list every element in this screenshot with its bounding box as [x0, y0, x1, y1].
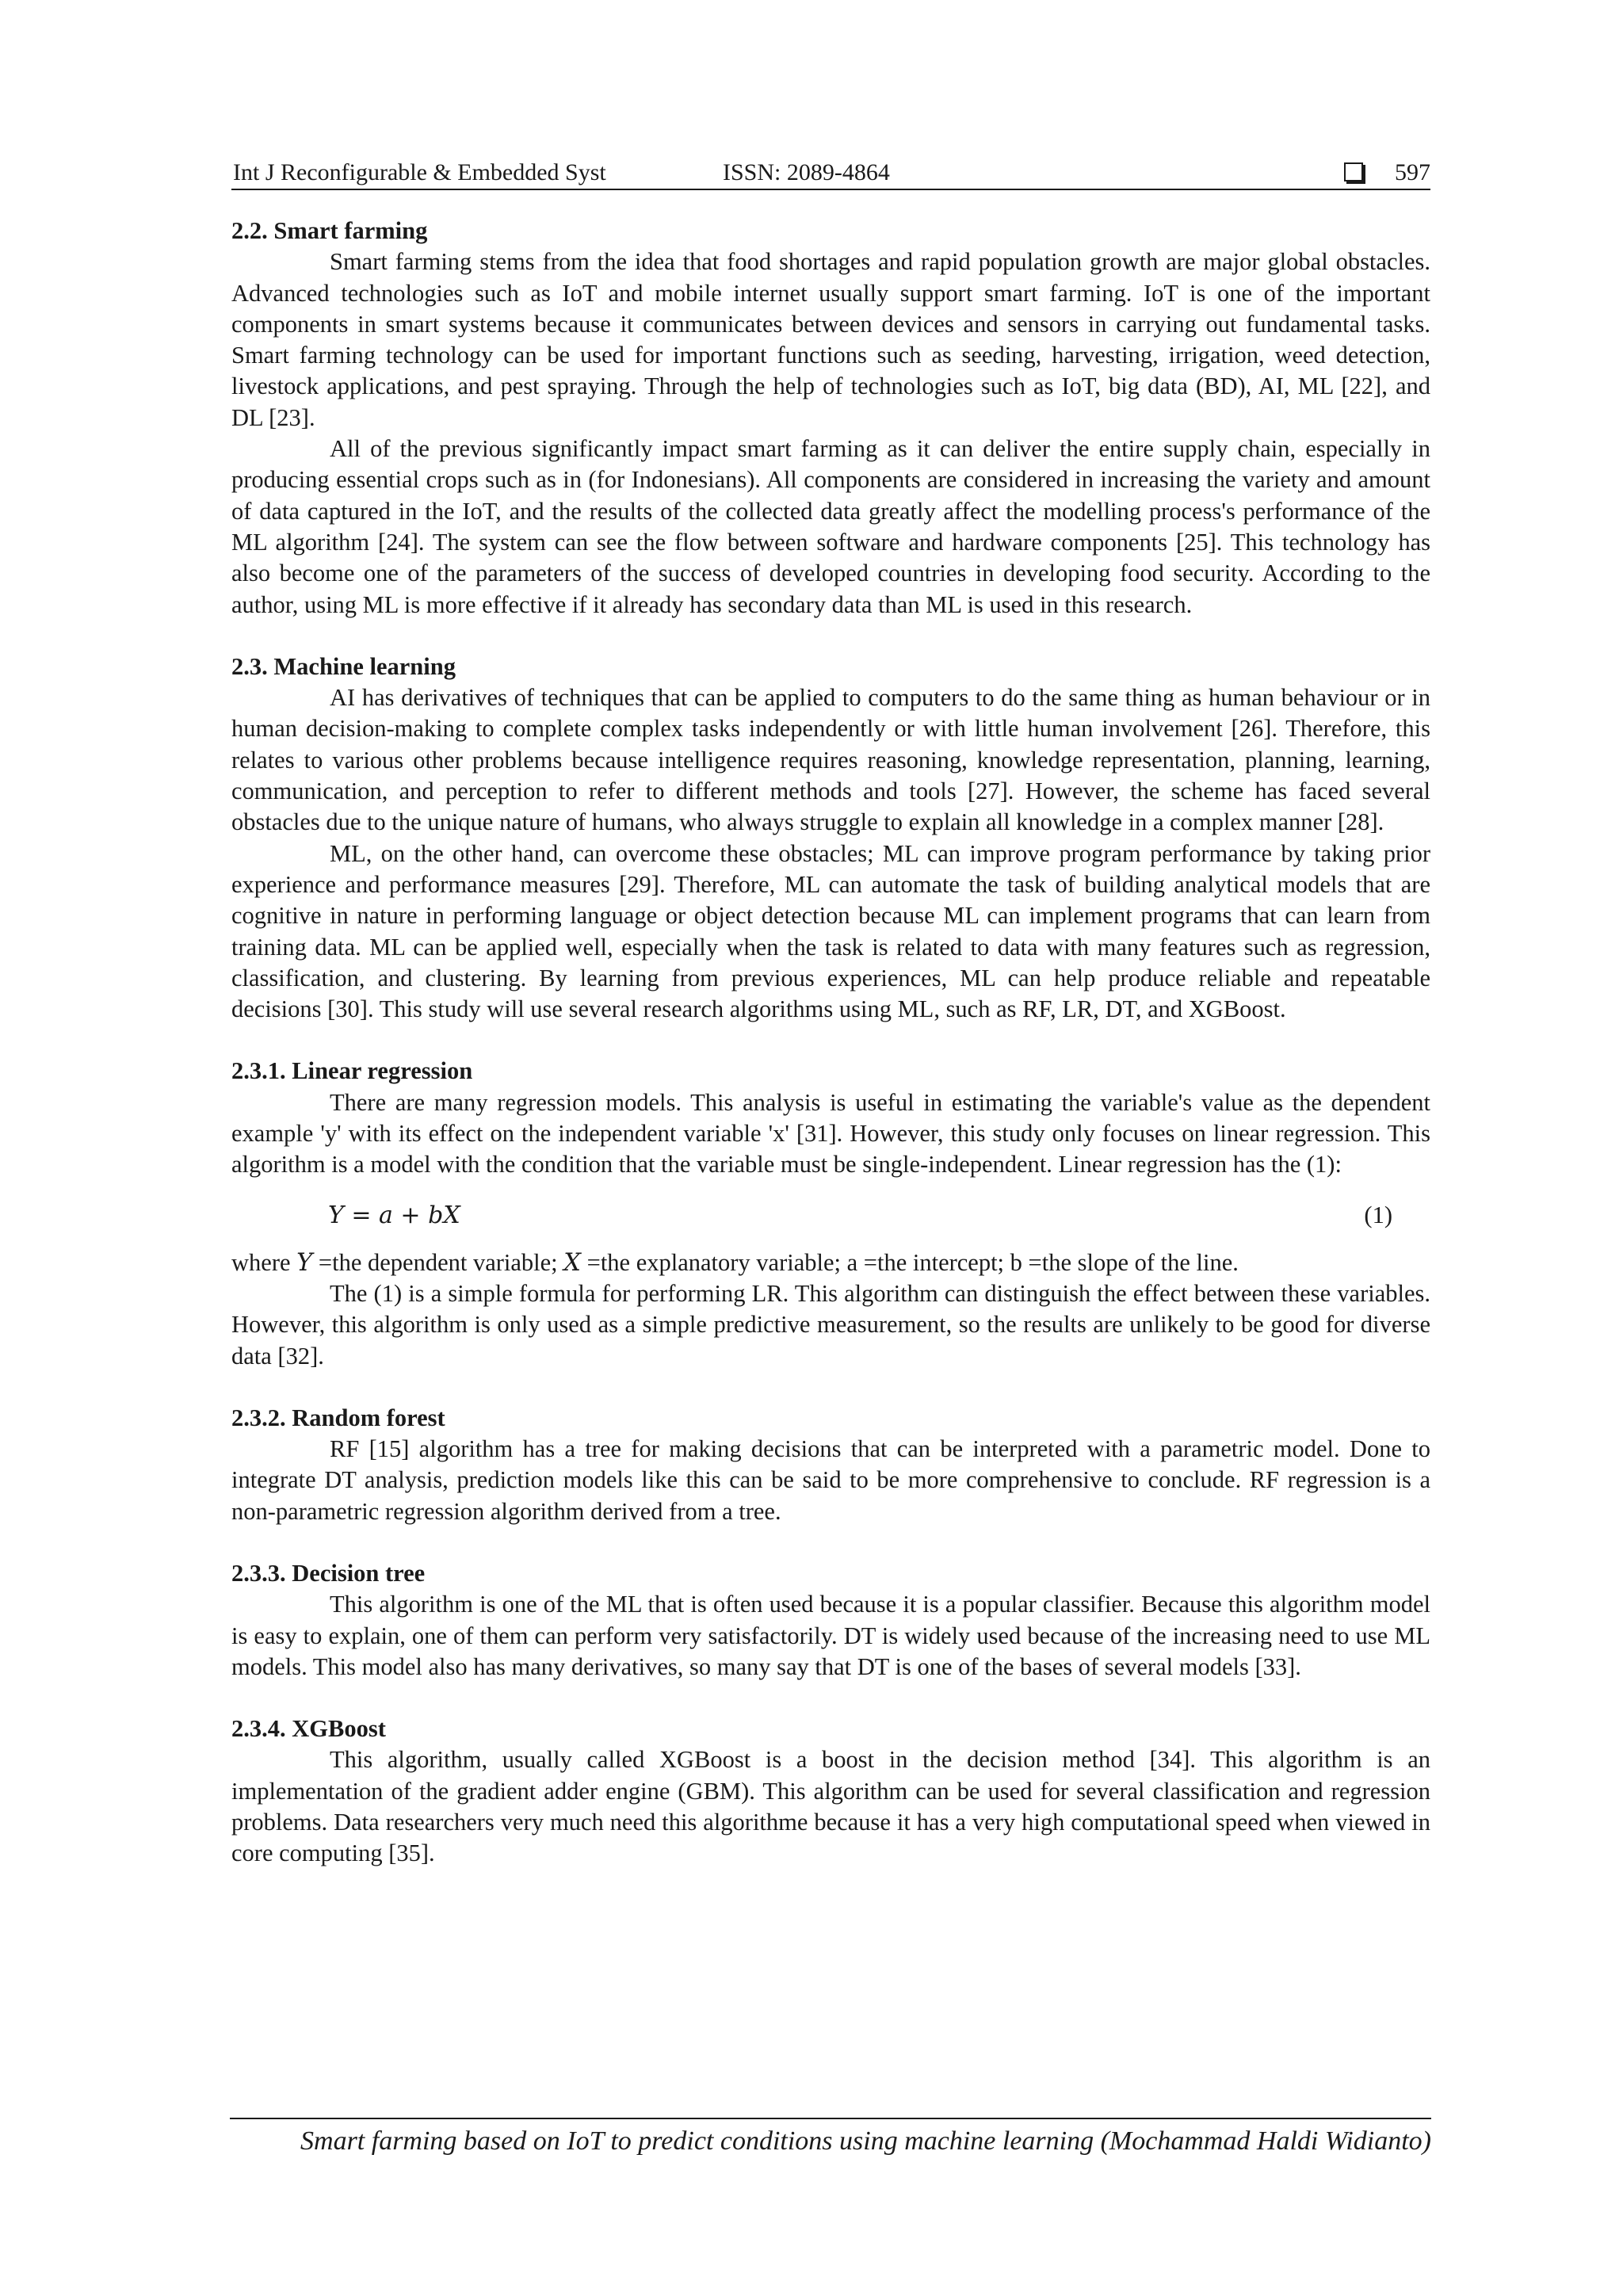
where-clause: where Y =the dependent variable; X =the explanatory variable; a =the intercept; b =the slope of the line. [231, 1248, 1239, 1277]
paragraph: RF [15] algorithm has a tree for making decisions that can be interpreted with a parametric model. Done to integrate DT analysis, prediction models like this can be said to be more comprehensive to conclude. RF regression is a non-parametric regression algorithm derived from a tree. [231, 1435, 1430, 1525]
issn: ISSN: 2089-4864 [723, 159, 890, 185]
running-footer: Smart farming based on IoT to predict conditions using machine learning (Mochammad Haldi Widianto) [300, 2126, 1431, 2156]
paragraph: This algorithm is one of the ML that is often used because it is a popular classifier. Because this algorithm model is easy to explain, one of them can perform very satisfactorily. DT is widely used because of the increasing need to use ML models. This model also has many derivatives, so many say that DT is one of the bases of several models [33]. [231, 1591, 1430, 1680]
square-box-icon [1344, 162, 1363, 181]
heading-2-2: 2.2. Smart farming [231, 217, 428, 244]
heading-2-3-3: 2.3.3. Decision tree [231, 1559, 426, 1587]
math-symbol: Y [296, 1248, 313, 1277]
equation-block [231, 1200, 1430, 1247]
heading-2-3-2: 2.3.2. Random forest [231, 1404, 445, 1431]
paragraph: All of the previous significantly impact smart farming as it can deliver the entire supply chain, especially in producing essential crops such as in (for Indonesians). All components are considered in increasing the variety and amount of data captured in the IoT, and the results of the collected data greatly affect the modelling process's performance of the ML algorithm [24]. The system can see the flow between software and hardware components [25]. This technology has also become one of the parameters of the success of developed countries in developing food security. According to the author, using ML is more effective if it already has secondary data than ML is used in this research. [231, 435, 1430, 618]
header-rule [231, 189, 1430, 190]
paragraph: ML, on the other hand, can overcome these obstacles; ML can improve program performance by taking prior experience and performance measures [29]. Therefore, ML can automate the task of building analytical models that are cognitive in nature in performing language or object detection because ML can implement programs that can learn from training data. ML can be applied well, especially when the task is related to data with many features such as regression, classification, and clustering. By learning from previous experiences, ML can help produce reliable and repeatable decisions [30]. This study will use several research algorithms using ML, such as RF, LR, DT, and XGBoost. [231, 839, 1430, 1023]
equation-number: (1) [1364, 1201, 1392, 1228]
heading-2-3: 2.3. Machine learning [231, 652, 456, 680]
math-symbol: X [563, 1248, 581, 1277]
paragraph: Smart farming stems from the idea that food shortages and rapid population growth are major global obstacles. Advanced technologies such as IoT and mobile internet usually support smart farming. IoT is one of the important components in smart systems because it communicates between devices and sensors in carrying out fundamental tasks. Smart farming technology can be used for important functions such as seeding, harvesting, irrigation, weed detection, livestock applications, and pest spraying. Through the help of technologies such as IoT, big data (BD), AI, ML [22], and DL [23]. [231, 248, 1430, 431]
running-header [231, 155, 1430, 190]
paragraph: This algorithm, usually called XGBoost is a boost in the decision method [34]. This algorithm is an implementation of the gradient adder engine (GBM). This algorithm can be used for several classification and regression problems. Data researchers very much need this algorithme because it has a very high computational speed when viewed in core computing [35]. [231, 1746, 1430, 1867]
footer-rule [230, 2118, 1431, 2119]
equation: Y = a + bX [328, 1201, 460, 1229]
heading-2-3-1: 2.3.1. Linear regression [231, 1057, 473, 1085]
paragraph: The (1) is a simple formula for performing LR. This algorithm can distinguish the effect between these variables. However, this algorithm is only used as a simple predictive measurement, so the results are unlikely to be good for diverse data [32]. [231, 1279, 1430, 1370]
journal-name: Int J Reconfigurable & Embedded Syst [233, 159, 606, 185]
heading-2-3-4: 2.3.4. XGBoost [231, 1715, 386, 1743]
body-content [231, 216, 1430, 1870]
paragraph: There are many regression models. This analysis is useful in estimating the variable's value as the dependent example 'y' with its effect on the independent variable 'x' [31]. However, this study only focuses on linear regression. This algorithm is a model with the condition that the variable must be single-independent. Linear regression has the (1): [231, 1088, 1430, 1179]
page-number: 597 [1395, 159, 1430, 185]
paragraph: AI has derivatives of techniques that can be applied to computers to do the same thing as human behaviour or in human decision-making to complete complex tasks independently or with little human involvement [26]. Therefore, this relates to various other problems because intelligence requires reasoning, knowledge representation, planning, learning, communication, and perception to refer to different methods and tools [27]. However, the scheme has faced several obstacles due to the unique nature of humans, who always struggle to explain all knowledge in a complex manner [28]. [231, 684, 1430, 836]
